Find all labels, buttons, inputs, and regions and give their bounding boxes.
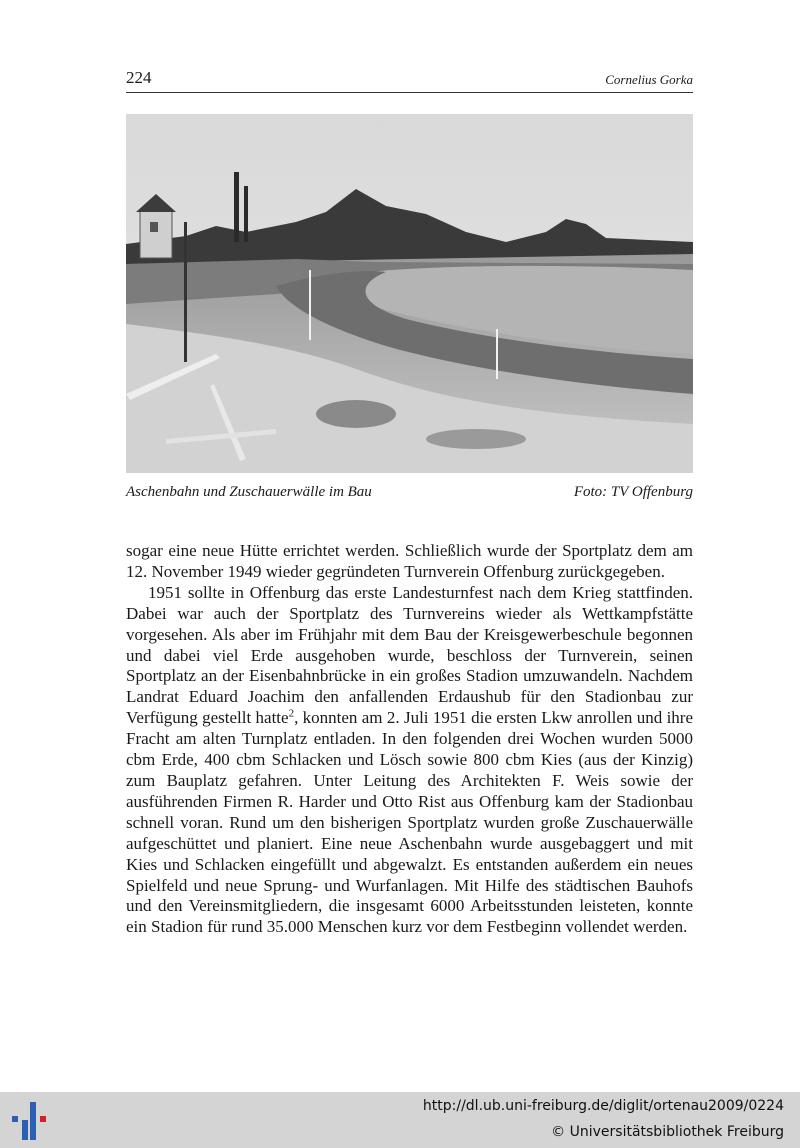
article-body xyxy=(126,541,693,938)
copyright-notice: © Universitätsbibliothek Freiburg xyxy=(551,1124,784,1140)
paragraph-2-text-start: 1951 sollte in Offenburg das erste Landesturnfest nach dem Krieg stattfinden. Dabei war auch der Sportplatz des Turnvereins wieder als Wettkampfstätte vorgesehen. Als aber im Frühjahr mit dem Bau der Kreisgewerbeschule begonnen und dabei viel Erde ausgehoben wurde, beschloss der Turnverein, seinen Sportplatz an der Eisenbahnbrücke in ein großes Stadion umzuwandeln. Nachdem Landrat Eduard Joachim den anfallenden Erdaushub für den Stadionbau zur Verfügung gestellt hatte xyxy=(126,582,693,728)
figure-caption xyxy=(126,484,693,501)
running-head-author: Cornelius Gorka xyxy=(605,72,693,87)
photo-credit: Foto: TV Offenburg xyxy=(573,484,693,500)
paragraph-2-text-end: , konnten am 2. Juli 1951 die ersten Lkw anrollen und ihre Fracht am alten Turnplatz entladen. In den folgenden drei Wochen wurden 5000 cbm Erde, 400 cbm Schlacken und Lösch sowie 800 cbm Kies (aus der Kinzig) zum Bauplatz gefahren. Unter Leitung des Architekten F. Weis sowie der ausführenden Firmen R. Harder und Otto Rist aus Offenburg kam der Stadionbau schnell voran. Rund um den bisherigen Sportplatz wurden große Zuschauerwälle aufgeschüttet und planiert. Eine neue Aschenbahn wurde ausgebaggert und mit Kies und Schlacken eingefüllt und abgewalzt. Es entstanden außerdem ein neues Spielfeld und neue Sprung- und Wurfanlagen. Mit Hilfe des städtischen Bauhofs und den Vereinsmitgliedern, die insgesamt 6000 Arbeitsstunden leisteten, konnte ein Stadion für rund 35.000 Menschen kurz vor dem Festbeginn vollendet werden. xyxy=(126,708,694,937)
paragraph-2 xyxy=(126,583,693,938)
paragraph-1: sogar eine neue Hütte errichtet werden. Schließlich wurde der Sportplatz dem am 12. November 1949 wieder gegründeten Turnverein Offenburg zurückgegeben. xyxy=(126,541,693,581)
stadium-construction-photo xyxy=(126,114,693,473)
digital-library-footer xyxy=(0,1092,800,1148)
footnote-marker[interactable]: 2 xyxy=(288,707,295,720)
library-logo-icon[interactable] xyxy=(10,1100,50,1142)
caption-text: Aschenbahn und Zuschauerwälle im Bau xyxy=(126,484,372,500)
document-url-link[interactable]: http://dl.ub.uni-freiburg.de/diglit/ortenau2009/0224 xyxy=(422,1098,784,1114)
page-number: 224 xyxy=(126,68,152,87)
page-header xyxy=(126,66,693,93)
